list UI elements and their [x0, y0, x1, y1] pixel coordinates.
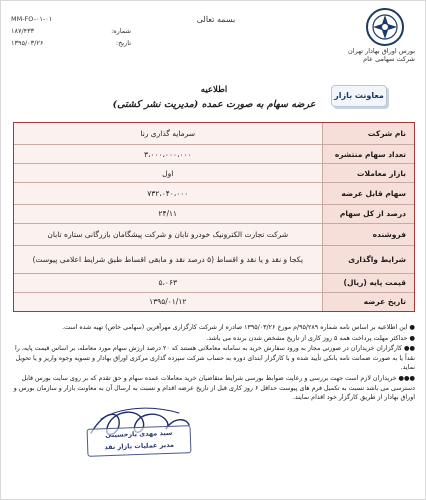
row-label: نام شرکت: [322, 123, 414, 145]
row-label: سهام قابل عرضه: [322, 183, 414, 205]
signature-block: [61, 403, 211, 463]
department-badge: معاونت بازار: [331, 85, 387, 107]
row-value: ۵،۰۶۳: [14, 273, 322, 292]
form-code-row: [11, 13, 131, 25]
announcement-subtitle: عرضه سهام به صورت عمده (مدیریت نشر کشتی): [112, 99, 316, 110]
row-value: اول: [14, 164, 322, 183]
exchange-logo-icon: [365, 7, 405, 47]
letter-number-row: [11, 25, 131, 37]
row-label: درصد از کل سهام: [322, 204, 414, 223]
letter-number-value: ۱۸۷/۴۳۳: [11, 27, 35, 35]
table-row: [14, 223, 414, 245]
letterhead: [1, 1, 426, 71]
stamp-title: مدیر عملیات بازار نقد: [104, 440, 175, 452]
announcement-title: اطلاعیه: [200, 85, 228, 95]
row-value: شرکت تجارت الکترونیک خودرو تابان و شرکت پیشگامان بازرگانی ستاره تابان: [14, 223, 322, 245]
table-row: [14, 204, 414, 223]
letter-meta: [11, 13, 131, 49]
table-row: [14, 145, 414, 164]
row-label: شرایط واگذاری: [322, 245, 414, 273]
row-value: ۱۳۹۵/۰۱/۱۲: [149, 297, 187, 307]
exchange-name-line2: شرکت سهامی عام: [363, 55, 415, 63]
table-row: [14, 183, 414, 205]
footnote: ●●● خریداران لازم است جهت بررسی و رعایت ضوابط بورسی شرایط متقاضیان خرید معاملات عمده سهام و حق تقدم که بر روی سایت بورس قابل دسترسی می باشد نسبت به تکمیل فرم های پیوست حداقل ۶ روز کاری قبل از تاریخ عرضه اقدام و نسبت به ارسال آن به معاونت بازار و سازمان بورس و اوراق بهادار از طریق کارگزار خود اقدام نمایند.: [13, 374, 415, 402]
table-row: [14, 164, 414, 183]
footnote: ● این اطلاعیه بر اساس نامه شماره ۹۵/۲۸۹/م مورخ ۱۳۹۵/۰۳/۲۶ صادره از شرکت کارگزاری مهرآفرین (سهامی خاص) تهیه شده است.: [62, 324, 415, 331]
letter-date-value: ۱۳۹۵/۰۳/۲۶: [11, 39, 44, 47]
stamp-name: سید مهدی یارحسینی: [105, 428, 173, 440]
table-row: [14, 123, 414, 145]
footnotes: [13, 323, 415, 404]
info-table: [14, 123, 414, 311]
table-row: [14, 292, 414, 311]
offering-details-table: [13, 122, 415, 312]
official-stamp: [87, 425, 192, 457]
row-value: ۷۳۲،۰۴۰،۰۰۰: [14, 183, 322, 205]
letter-number-label: شماره:: [111, 27, 131, 35]
table-row: [14, 245, 414, 273]
bismillah-text: بسمه تعالی: [196, 15, 236, 24]
row-label: بازار معاملات: [322, 164, 414, 183]
row-label: تاریخ عرضه: [322, 292, 414, 311]
row-value: ۳،۰۰۰،۰۰۰،۰۰۰: [14, 145, 322, 164]
row-label: قیمت پایه (ریال): [322, 273, 414, 292]
form-code: MM-FO-۰۱-۰۱: [11, 15, 53, 23]
letter-date-label: تاریخ:: [115, 39, 131, 47]
row-value: ۲۴/۱۱: [14, 204, 322, 223]
row-label: فروشنده: [322, 223, 414, 245]
footnote: ●● کارگزاران خریداران در صورتی مجاز به ورود سفارش خرید به سامانه معاملاتی هستند که ۲۰ درصد ارزش سهام مورد معامله، بر اساس قیمت پایه، را نقداً یا به صورت ضمانت نامه بانکی تأیید شده و با کارگزار ابتدای دوره به حساب شرکت سپرده گذاری مرکزی اوراق بهادار و تسویه وجوه واریز و یا تحویل نماید.: [15, 345, 415, 372]
letter-date-row: [11, 37, 131, 49]
footnote: ● حداکثر مهلت پرداخت همه ۵ روز کاری از تاریخ مشخص شدن برنده می باشد.: [206, 334, 415, 342]
exchange-name: [315, 47, 415, 63]
row-label: تعداد سهام منتشره: [322, 145, 414, 164]
row-value: یکجا و نقد و یا نقد و اقساط (۵ درصد نقد و مابقی اقساط طبق شرایط اعلامی پیوست): [14, 245, 322, 273]
table-row: [14, 273, 414, 292]
exchange-name-line1: بورس اوراق بهادار تهران: [348, 47, 415, 55]
row-value: سرمایه گذاری رنا: [14, 123, 322, 145]
